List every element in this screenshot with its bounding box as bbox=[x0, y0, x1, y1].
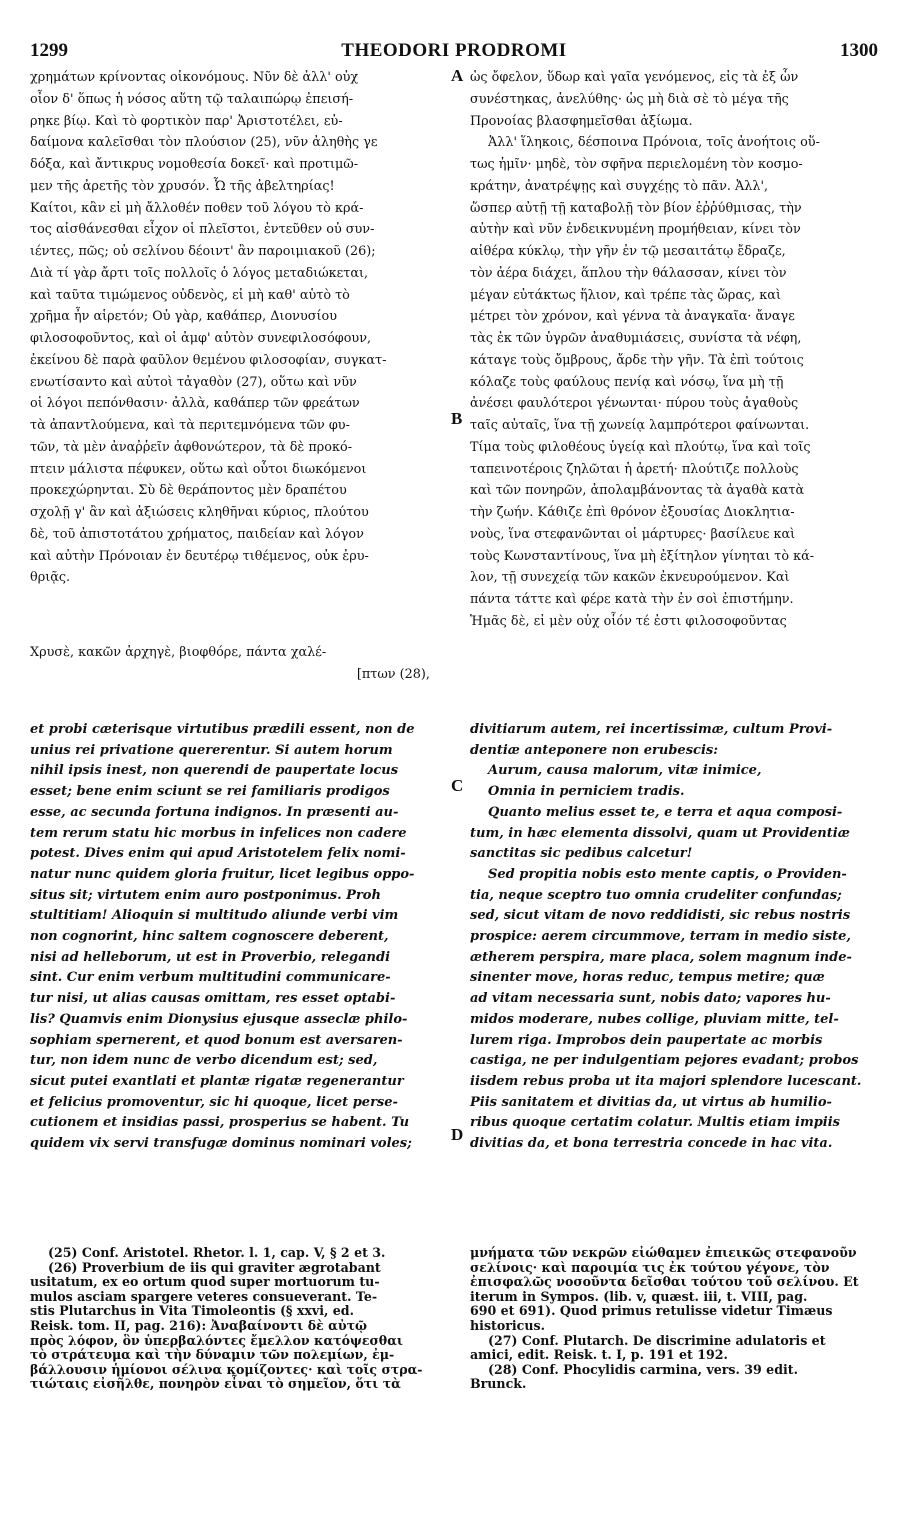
text-line: δαίμονα καλεῖσθαι τὸν πλούσιον (25), νῦν ἀληθὴς γε bbox=[30, 135, 378, 151]
text-line: [πτων (28), bbox=[356, 666, 430, 682]
text-line: natur nunc quidem gloria fruitur, licet legibus oppo- bbox=[30, 866, 415, 882]
text-line: stultitiam! Alioquin si multitudo aliunde verbi vim bbox=[30, 908, 399, 924]
text-line: ιέντες, πῶς; οὐ σελίνου δέοιντ' ἂν παροιμιακοῦ (26); bbox=[30, 244, 376, 259]
text-line: τως ἡμῖν· μηδὲ, τὸν σφῆνα περιελομένη τὸν κοσμο- bbox=[470, 157, 803, 172]
text-line: κάταγε τοὺς ὄμβρους, ἄρδε τὴν γῆν. Τὰ ἐπὶ τούτοις bbox=[470, 352, 804, 368]
text-line: προκεχώρηνται. Σὺ δὲ θεράποντος μὲν δραπέτου bbox=[30, 483, 347, 499]
text-line: Piis sanitatem et divitias da, ut virtus ab humilio- bbox=[470, 1094, 832, 1110]
latin-intro-lines bbox=[470, 720, 880, 761]
running-title: THEODORI PRODROMI bbox=[341, 40, 567, 61]
text-line: cutionem et insidias passi, prosperius se habent. Tu bbox=[30, 1115, 410, 1131]
text-line: nihil ipsis inest, non querendi de paupertate locus bbox=[30, 763, 399, 779]
text-line: Χρυσὲ, κακῶν ἀρχηγὲ, βιοφθόρε, πάντα χαλέ- bbox=[30, 645, 327, 660]
greek-verse-quote bbox=[30, 642, 460, 686]
text-line: sophiam spernerent, et quod bonum est aversaren- bbox=[30, 1032, 403, 1048]
margin-marker-b: B bbox=[451, 409, 463, 428]
text-line: Καίτοι, κἂν εἰ μὴ ἄλλοθέν ποθεν τοῦ λόγου τὸ κρά- bbox=[30, 200, 364, 216]
text-line: χρημάτων κρίνοντας οἰκονόμους. Νῦν δὲ ἀλλ' οὐχ bbox=[30, 70, 359, 85]
text-line: λον, τῇ συνεχείᾳ τῶν κακῶν ἐκνευρούμενον. Καὶ bbox=[470, 570, 790, 586]
text-line: ρηκε βίῳ. Καὶ τὸ φορτικὸν παρ' Ἀριστοτέλει, εὐ- bbox=[30, 113, 343, 129]
margin-marker-c: C bbox=[451, 776, 464, 795]
text-line: Aurum, causa malorum, vitæ inimice, bbox=[488, 763, 762, 779]
text-line: βάλλουσιν ἡμίονοι σέλινα κομίζοντες· καὶ τοῖς στρα- bbox=[30, 1361, 423, 1377]
text-line: τὸν ἀέρα διάχει, ἅπλου τὴν θάλασσαν, κίνει τὸν bbox=[470, 265, 787, 281]
text-line: Τίμα τοὺς φιλοθέους ὑγείᾳ καὶ πλούτῳ, ἵνα καὶ τοῖς bbox=[470, 439, 811, 455]
text-line: τὰς ἐκ τῶν ὑγρῶν ἀναθυμιάσεις, συνίστα τὰ νέφη, bbox=[470, 331, 802, 346]
text-line: κόλαζε τοὺς φαύλους πενίᾳ καὶ νόσῳ, ἵνα μὴ τῇ bbox=[470, 374, 784, 390]
text-line: situs sit; virtutem enim auro postponimus. Proh bbox=[30, 887, 381, 903]
text-line: Brunck. bbox=[470, 1376, 527, 1392]
text-line: συνέστηκας, ἀνελύθης· ὡς μὴ διὰ σὲ τὸ μέγα τῆς bbox=[470, 91, 789, 107]
margin-marker-a: A bbox=[451, 66, 464, 85]
text-line: sint. Cur enim verbum multitudini communicare- bbox=[30, 970, 391, 986]
text-line: Ἡμᾶς δὲ, εἰ μὲν οὐχ οἷόν τέ ἐστι φιλοσοφοῦντας bbox=[470, 613, 787, 629]
text-line: esset; bene enim sciunt se rei familiaris prodigos bbox=[30, 784, 390, 800]
text-line: πτειν μάλιστα πέφυκεν, οὕτω καὶ οὗτοι διωκόμενοι bbox=[30, 461, 367, 477]
text-line: τὴν ζωήν. Κάθιζε ἐπὶ θρόνον ἐξουσίας Διοκλητια- bbox=[470, 505, 795, 520]
text-line: πάντα τάττε καὶ φέρε κατὰ τὴν ἐν σοὶ ἐπιστήμην. bbox=[470, 592, 794, 607]
text-line: καὶ αὐτὴν Πρόνοιαν ἐν δευτέρῳ τιθέμενος, οὐκ ἐρυ- bbox=[30, 548, 369, 564]
text-line: sed, sicut vitam de novo reddidisti, sic rebus nostris bbox=[470, 908, 851, 924]
text-line: 690 et 691). Quod primus retulisse videtur Timæus bbox=[470, 1303, 833, 1319]
text-line: ἀνέσει φαυλότεροι γένωνται· πύρου τοὺς ἀγαθοὺς bbox=[470, 396, 799, 412]
text-line: τὸ στράτευμα καὶ τὴν δύναμιν τῶν πολεμίων, ἐμ- bbox=[30, 1347, 395, 1363]
text-line: ταπεινοτέροις ζηλῶται ἡ ἀρετή· πλούτιζε πολλοὺς bbox=[470, 461, 799, 477]
text-line: mulos asciam spargere veteres consueverant. Te- bbox=[30, 1288, 378, 1304]
text-line: lurem riga. Improbos dein paupertate ac morbis bbox=[470, 1032, 823, 1048]
text-line: καὶ ταῦτα τιμώμενος οὐδενὸς, εἰ μὴ καθ' αὑτὸ τὸ bbox=[30, 287, 350, 303]
text-line: πρὸς λόφον, ὃν ὑπερβαλόντες ἔμελλον κατόψεσθαι bbox=[30, 1332, 403, 1348]
greek-text-right-column bbox=[470, 67, 880, 633]
text-line: et probi cæterisque virtutibus prædili essent, non de bbox=[30, 722, 415, 737]
text-line: οἱ λόγοι πεπόνθασιν· ἀλλὰ, καθάπερ τῶν φρεάτων bbox=[30, 396, 360, 412]
text-line: δόξα, καὶ ἄντικρυς νομοθεσία δοκεῖ· καὶ προτιμῶ- bbox=[30, 157, 359, 172]
text-line: ad vitam necessaria sunt, nobis dato; vapores hu- bbox=[470, 991, 831, 1007]
text-line: divitias da, et bona terrestria concede in hac vita. bbox=[470, 1136, 833, 1152]
text-line: τιώταις εἰσῆλθε, πονηρὸν εἶναι τὸ σημεῖον, ὅτι τὰ bbox=[30, 1376, 401, 1392]
text-line: midos moderare, nubes collige, pluviam mitte, tel- bbox=[470, 1011, 839, 1027]
text-line: ætherem perspira, mare placa, solem magnum inde- bbox=[470, 949, 852, 965]
text-line: quidem vix servi transfugæ dominus nominari voles; bbox=[30, 1136, 412, 1152]
text-line: tur, non idem nunc de verbo dicendum est; sed, bbox=[30, 1053, 378, 1069]
text-line: τῶν, τὰ μὲν ἀναῤῥεῖν ἀφθονώτερον, τὰ δὲ προκό- bbox=[30, 439, 353, 455]
text-line: Quanto melius esset te, e terra et aqua composi- bbox=[488, 804, 843, 820]
text-line: σελίνοις· καὶ παροιμία τις ἐκ τούτου γέγονε, τὸν bbox=[470, 1259, 830, 1275]
latin-translation-left-column bbox=[30, 720, 455, 1155]
text-line: divitiarum autem, rei incertissimæ, cultum Provi- bbox=[470, 722, 833, 737]
text-line: tia, neque sceptro tuo omnia crudeliter confundas; bbox=[470, 887, 842, 903]
margin-marker-d: D bbox=[451, 1125, 464, 1144]
text-line: θριᾷς. bbox=[30, 570, 71, 586]
text-line: historicus. bbox=[470, 1317, 545, 1333]
text-line: castiga, ne per indulgentiam pejores evadant; probos bbox=[470, 1053, 859, 1069]
text-line: unius rei privatione quererentur. Si autem horum bbox=[30, 742, 393, 758]
text-line: Reisk. tom. II, pag. 216): Ἀναβαίνοντι δὲ αὐτῷ bbox=[30, 1317, 368, 1333]
text-line: ἐκείνου δὲ παρὰ φαῦλον θεμένου φιλοσοφίαν, συγκατ- bbox=[30, 352, 387, 368]
text-line: καὶ τῶν πονηρῶν, ἀπολαμβάνοντας τὰ ἀγαθὰ κατὰ bbox=[470, 483, 805, 499]
latin-body-lines bbox=[470, 803, 880, 1155]
text-line: μέτρει τὸν χρόνον, καὶ γέννα τὰ ἀναγκαῖα· ἄναγε bbox=[470, 309, 795, 325]
text-line: Omnia in perniciem tradis. bbox=[488, 784, 685, 800]
text-line: μέγαν εὐτάκτως ἥλιον, καὶ τρέπε τὰς ὥρας, καὶ bbox=[470, 287, 781, 303]
text-line: et felicius promoventur, sic hi quoque, licet perse- bbox=[30, 1094, 398, 1110]
text-line: Διὰ τί γὰρ ἄρτι τοῖς πολλοῖς ὁ λόγος μεταδιώκεται, bbox=[30, 265, 369, 281]
left-page-number: 1299 bbox=[30, 40, 68, 61]
text-line: tum, in hæc elementa dissolvi, quam ut Providentiæ bbox=[470, 825, 850, 841]
text-line: sicut putei exantlati et plantæ rigatæ regenerantur bbox=[30, 1073, 404, 1089]
text-line: lis? Quamvis enim Dionysius ejusque asseclæ philo- bbox=[30, 1011, 408, 1027]
text-line: iisdem rebus proba ut ita majori splendore lucescant. bbox=[470, 1073, 862, 1089]
text-line: κράτην, ἀνατρέψῃς καὶ συγχέῃς τὸ πᾶν. Ἀλλ', bbox=[470, 178, 769, 194]
text-line: ενωτίσαντο καὶ αὐτοὶ τἀγαθὸν (27), οὕτω καὶ νῦν bbox=[30, 374, 357, 390]
text-line: δὲ, τοῦ ἀπιστοτάτου χρήματος, παιδείαν καὶ λόγον bbox=[30, 526, 364, 542]
text-line: τοὺς Κωνσταντίνους, ἵνα μὴ ἐξίτηλον γίνηται τὸ κά- bbox=[470, 548, 815, 564]
text-line: tem rerum statu hic morbus in infelices non cadere bbox=[30, 825, 407, 841]
text-line: (25) Conf. Aristotel. Rhetor. l. 1, cap. V, § 2 et 3. bbox=[48, 1245, 386, 1260]
greek-text-left-column bbox=[30, 67, 463, 589]
text-line: ἐπισφαλῶς νοσοῦντα δεῖσθαι τούτου τοῦ σελίνου. Et bbox=[470, 1274, 859, 1290]
text-line: μνήματα τῶν νεκρῶν εἰώθαμεν ἐπιεικῶς στεφανοῦν bbox=[470, 1245, 857, 1260]
text-line: μεν τῆς ἀρετῆς τὸν χρυσόν. Ὦ τῆς ἀβελτηρίας! bbox=[30, 178, 335, 194]
text-line: οἶον δ' ὅπως ἡ νόσος αὕτη τῷ ταλαιπώρῳ ἐπεισή- bbox=[30, 91, 354, 107]
right-page-number: 1300 bbox=[840, 40, 878, 61]
text-line: dentiæ anteponere non erubescis: bbox=[470, 742, 718, 758]
text-line: νοὺς, ἵνα στεφανῶνται οἱ μάρτυρες· βασίλευε καὶ bbox=[470, 526, 796, 542]
text-line: prospice: aerem circummove, terram in medio siste, bbox=[470, 929, 851, 945]
text-line: sinenter move, horas reduc, tempus metire; quæ bbox=[470, 970, 825, 986]
text-line: (28) Conf. Phocylidis carmina, vers. 39 edit. bbox=[488, 1361, 798, 1377]
text-line: nisi ad helleborum, ut est in Proverbio, relegandi bbox=[30, 949, 391, 965]
text-line: non cognorint, hinc saltem cognoscere deberent, bbox=[30, 929, 389, 945]
text-line: ὥσπερ αὐτῇ τῇ καταβολῇ τὸν βίον ἐῤῥύθμισας, τὴν bbox=[470, 200, 802, 216]
text-line: Ἀλλ' ἵληκοις, δέσποινα Πρόνοια, τοῖς ἀνοήτοις οὕ- bbox=[488, 135, 820, 151]
latin-verse-quote bbox=[470, 761, 880, 802]
text-line: σχολῇ γ' ἂν καὶ ἀξιώσεις κληθῆναι κύριος, πλούτου bbox=[30, 505, 369, 520]
text-line: αὐτὴν καὶ νῦν ἐνδεικνυμένη προμήθειαν, κίνει τὸν bbox=[470, 222, 801, 238]
text-line: Προνοίας βλασφημεῖσθαι ἀξίωμα. bbox=[470, 113, 693, 129]
text-line: (26) Proverbium de iis qui graviter ægrotabant bbox=[48, 1259, 381, 1275]
text-line: φιλοσοφοῦντος, καὶ οἱ ἀμφ' αὐτὸν συνεφιλοσόφουν, bbox=[30, 331, 372, 346]
text-line: sanctitas sic pedibus calcetur! bbox=[470, 846, 693, 862]
page-header bbox=[30, 40, 878, 64]
text-line: ribus quoque certatim colatur. Multis etiam impiis bbox=[470, 1115, 840, 1131]
text-line: τὰ ἀπαντλούμενα, καὶ τὰ περιτεμνόμενα τῶν φυ- bbox=[30, 418, 350, 433]
text-line: stis Plutarchus in Vita Timoleontis (§ xxvi, ed. bbox=[30, 1303, 354, 1319]
text-line: ταῖς αὐταῖς, ἵνα τῇ χωνείᾳ λαμπρότεροι φαίνωνται. bbox=[470, 418, 810, 433]
text-line: ὡς ὄφελον, ὕδωρ καὶ γαῖα γενόμενος, εἰς τὰ ἐξ ὧν bbox=[470, 70, 799, 85]
text-line: potest. Dives enim qui apud Aristotelem felix nomi- bbox=[30, 846, 406, 862]
text-line: esse, ac secunda fortuna indignos. In præsenti au- bbox=[30, 804, 399, 820]
text-line: (27) Conf. Plutarch. De discrimine adulatoris et bbox=[488, 1332, 826, 1348]
text-line: αἰθέρα κύκλῳ, τὴν γῆν ἐν τῷ μεσαιτάτῳ ἔδραζε, bbox=[470, 244, 786, 259]
latin-translation-right-column bbox=[470, 720, 880, 1155]
text-line: χρῆμα ἦν αἱρετόν; Οὐ γὰρ, καθάπερ, Διονυσίου bbox=[30, 309, 337, 325]
text-line: Sed propitia nobis esto mente captis, o Providen- bbox=[488, 866, 847, 882]
text-line: amici, edit. Reisk. t. I, p. 191 et 192. bbox=[470, 1347, 728, 1363]
text-line: usitatum, ex eo ortum quod super mortuorum tu- bbox=[30, 1274, 380, 1290]
text-line: τος αἰσθάνεσθαι εἶχον οἱ πλεῖστοι, ἐντεῦθεν οὐ συν- bbox=[30, 222, 375, 238]
footnotes-right-column bbox=[470, 1246, 880, 1392]
footnotes-left-column bbox=[30, 1246, 455, 1392]
text-line: iterum in Sympos. (lib. v, quæst. iii, t. VIII, pag. bbox=[470, 1288, 808, 1304]
text-line: tur nisi, ut alias causas omittam, res esset optabi- bbox=[30, 991, 396, 1007]
